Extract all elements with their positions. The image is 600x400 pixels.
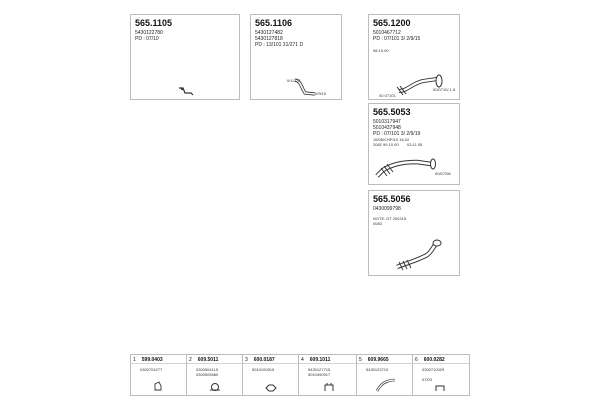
part-index: 1 — [133, 357, 136, 363]
pipe-label: 0/1/272 — [287, 78, 301, 83]
pipe-drawing — [393, 69, 449, 99]
part-code: 609.5011 — [197, 357, 219, 363]
part-cell[interactable] — [243, 355, 299, 395]
part-ref: 0300504115 — [196, 367, 218, 372]
hanger-icon — [435, 384, 445, 392]
part-cell[interactable] — [357, 355, 413, 395]
part-code: 600.0282 — [423, 357, 445, 363]
note-label: NOTE: DT 200315 — [373, 216, 407, 221]
part-code: 599.0403 — [141, 357, 163, 363]
pipe-label: 0/9/15 — [315, 91, 327, 96]
hanger-bracket-icon — [177, 85, 197, 97]
part-card-4[interactable] — [368, 103, 460, 185]
part-ref: 07/03 — [422, 377, 433, 382]
part-ref: 5010100915 — [252, 367, 275, 372]
part-ref: 0300704277 — [140, 367, 163, 372]
part-code: 609.9665 — [367, 357, 389, 363]
part-cell[interactable] — [299, 355, 357, 395]
part-card-3[interactable] — [368, 14, 460, 100]
part-cell[interactable] — [131, 355, 187, 395]
part-index: 4 — [301, 357, 304, 363]
part-ref: 5430127715 — [308, 367, 331, 372]
part-ref: 5430123710 — [366, 367, 389, 372]
pipe-label: 98.10.00 — [373, 48, 389, 53]
part-code: 565.5056 — [373, 194, 411, 204]
oem-number: 5430127482 — [255, 30, 283, 36]
oem-number: 5010317947 — [373, 119, 401, 125]
pipe-label: 00/07/08 — [435, 171, 451, 176]
note-label: 0083 — [373, 221, 382, 226]
part-code: 565.1106 — [255, 18, 293, 28]
parts-strip — [130, 354, 470, 396]
part-code: 565.1200 — [373, 18, 411, 28]
part-ref: 5010490917 — [308, 372, 331, 377]
mount-icon — [323, 382, 335, 392]
part-index: 6 — [415, 357, 418, 363]
pipe-label: 00 07101 — [379, 93, 396, 98]
part-code: 565.1105 — [135, 18, 173, 28]
part-code: 600.0187 — [253, 357, 275, 363]
oem-number: 5010437948 — [373, 125, 401, 131]
production-date: PD : 13/101 31/271 D — [255, 42, 304, 48]
part-index: 2 — [189, 357, 192, 363]
part-cell[interactable] — [413, 355, 469, 395]
part-card-1[interactable] — [130, 14, 240, 100]
oem-number: 0430099798 — [373, 206, 401, 212]
part-cell[interactable] — [187, 355, 243, 395]
part-index: 5 — [359, 357, 362, 363]
pipe-drawing — [373, 152, 443, 180]
gasket-icon — [265, 382, 277, 392]
pipe-drawing — [393, 235, 445, 273]
pipe-label: 15/08/CHP/10 16.02 — [373, 137, 410, 142]
oem-number: 5430122780 — [135, 30, 163, 36]
part-code: 565.5053 — [373, 107, 411, 117]
oem-number: 5010467712 — [373, 30, 401, 36]
part-ref: 0300505580 — [196, 372, 219, 377]
part-code: 609.1011 — [309, 357, 331, 363]
production-date: PD : 07/101 3/ 2/9/19 — [373, 131, 421, 137]
pipe-segment-icon — [375, 377, 397, 393]
part-card-2[interactable] — [250, 14, 342, 100]
production-date: PD : 07/10 — [135, 36, 159, 42]
part-index: 3 — [245, 357, 248, 363]
oem-number: 5430127818 — [255, 36, 283, 42]
pipe-label: 2082 99.10.00 — [373, 142, 399, 147]
pipe-label: 00/0710/ 1.8 — [433, 87, 456, 92]
bracket-icon — [153, 381, 163, 391]
production-date: PD : 07/101 3/ 2/9/15 — [373, 36, 421, 42]
part-ref: 0300710029 — [422, 367, 445, 372]
part-card-5[interactable] — [368, 190, 460, 276]
pipe-label: 03.11.05 — [407, 142, 423, 147]
clamp-icon — [209, 382, 221, 392]
